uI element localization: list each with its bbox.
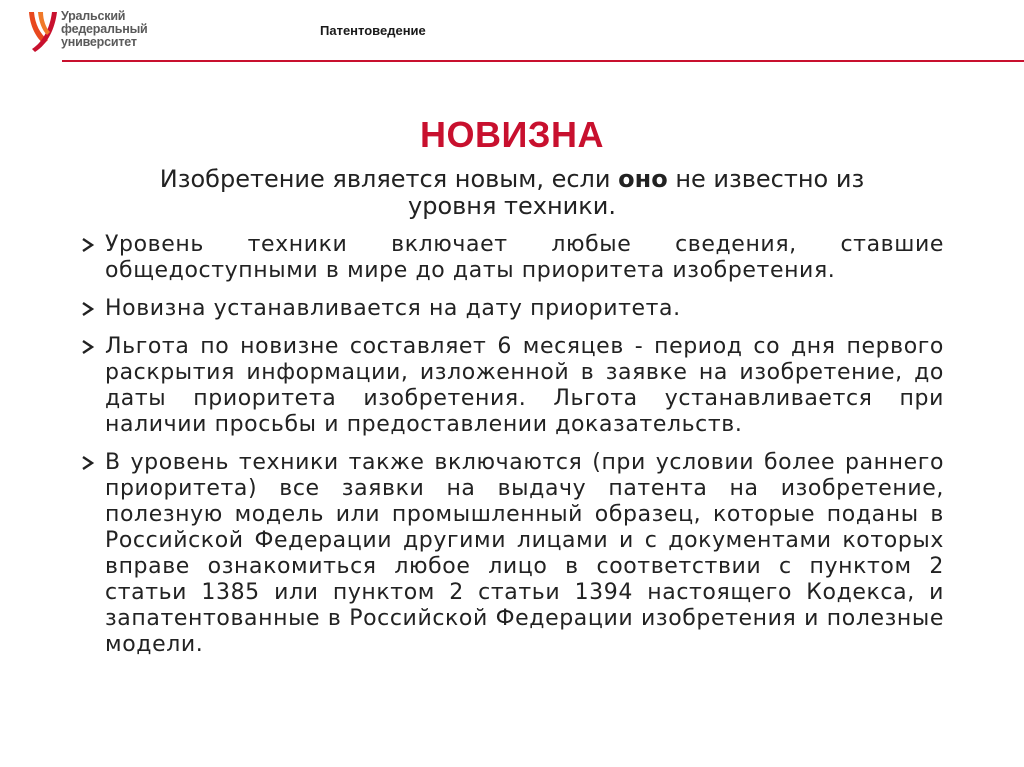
bullet-item xyxy=(80,450,944,658)
intro-text-start: Изобретение является новым, если xyxy=(159,165,619,193)
slide-title: НОВИЗНА xyxy=(420,114,604,155)
bullet-item xyxy=(80,334,944,438)
header-divider xyxy=(62,60,1024,62)
bullet-text: Льгота по новизне составляет 6 месяцев - период со дня первого раскрытия информации, изложенной в заявке на изобретение, до даты приоритета изобретения. Льгота устанавливается при наличии просьбы и предоставлении доказательств. xyxy=(105,334,944,437)
arrow-bullet-icon xyxy=(80,299,98,319)
bullet-text: Новизна устанавливается на дату приоритета. xyxy=(105,296,681,321)
course-title: Патентоведение xyxy=(320,23,426,38)
bullet-text: В уровень техники также включаются (при условии более раннего приоритета) все заявки на выдачу патента на изобретение, полезную модель или промышленный образец, которые поданы в Российской Федерации другими лицами и с документами которых вправе ознакомиться любое лицо в соответствии с пунктом 2 статьи 1385 или пунктом 2 статьи 1394 настоящего Кодекса, и запатентованные в Российской Федерации изобретения и полезные модели. xyxy=(105,450,944,657)
logo-line: университет xyxy=(61,35,137,49)
bullet-text: Уровень техники включает любые сведения, ставшие общедоступными в мире до даты приоритета изобретения. xyxy=(105,232,944,283)
intro-paragraph xyxy=(112,166,912,220)
logo-text xyxy=(61,10,148,49)
bullet-item xyxy=(80,232,944,284)
arrow-bullet-icon xyxy=(80,235,98,255)
arrow-bullet-icon xyxy=(80,337,98,357)
bullet-item xyxy=(80,296,944,322)
slide-header xyxy=(0,0,1024,66)
logo-line: Уральский xyxy=(61,9,126,23)
intro-text-end: не известно из уровня техники. xyxy=(408,165,865,220)
university-logo xyxy=(26,8,176,54)
arrow-bullet-icon xyxy=(80,453,98,473)
bullet-list xyxy=(80,232,944,658)
logo-line: федеральный xyxy=(61,22,148,36)
urfu-logo-icon xyxy=(26,8,60,54)
intro-emphasis: оно xyxy=(618,165,668,193)
